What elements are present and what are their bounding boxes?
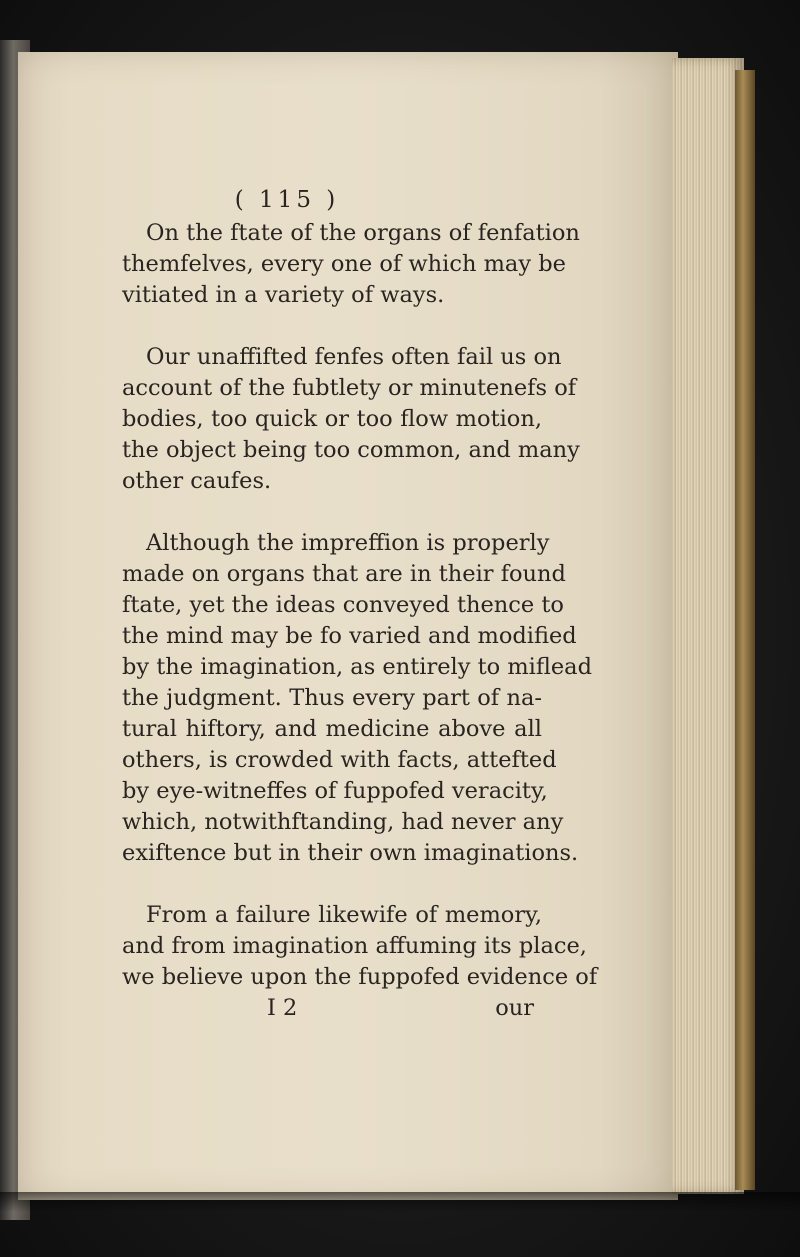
page-text [122,185,598,1024]
text-line: and from imagination affuming its place, [122,933,587,959]
text-line: themfelves, every one of which may be [122,251,566,277]
paragraph-2 [122,342,580,497]
text-line: the judgment. Thus every part of na- [122,685,542,711]
text-line: From a failure likewife of memory, [146,902,542,928]
text-line: On the ftate of the organs of fenfation [146,220,580,246]
text-line: made on organs that are in their found [122,561,566,587]
page-number: ( 115 ) [234,187,340,213]
text-line: account of the fubtlety or minutenefs of [122,375,577,401]
text-line: which, notwithftanding, had never any [122,809,564,835]
text-line: the object being too common, and many [122,437,580,463]
text-line: by eye-witneffes of fuppofed veracity, [122,778,548,804]
bottom-shadow [0,1192,800,1212]
text-line: other caufes. [122,468,272,494]
text-line: bodies, too quick or too flow motion, [122,406,542,432]
paragraph-4 [122,900,598,993]
text-line: we believe upon the fuppofed evidence of [122,964,598,990]
text-line: ftate, yet the ideas conveyed thence to [122,592,564,618]
text-line: Our unaffifted fenfes often fail us on [146,344,562,370]
text-line: Although the impreffion is properly [146,530,550,556]
catchword: our [495,995,534,1021]
page-footer [122,993,542,1024]
page-stack-edge [672,58,744,1194]
paragraph-3 [122,528,592,869]
paragraph-1 [122,218,580,311]
text-line: exiftence but in their own imaginations. [122,840,579,866]
text-line: tural hiftory, and medicine above all [122,716,542,742]
text-line: the mind may be fo varied and modified [122,623,577,649]
signature-mark: I 2 [267,995,298,1021]
text-line: vitiated in a variety of ways. [122,282,445,308]
binding-edge [735,70,755,1190]
text-line: by the imagination, as entirely to miflead [122,654,592,680]
text-line: others, is crowded with facts, attefted [122,747,557,773]
